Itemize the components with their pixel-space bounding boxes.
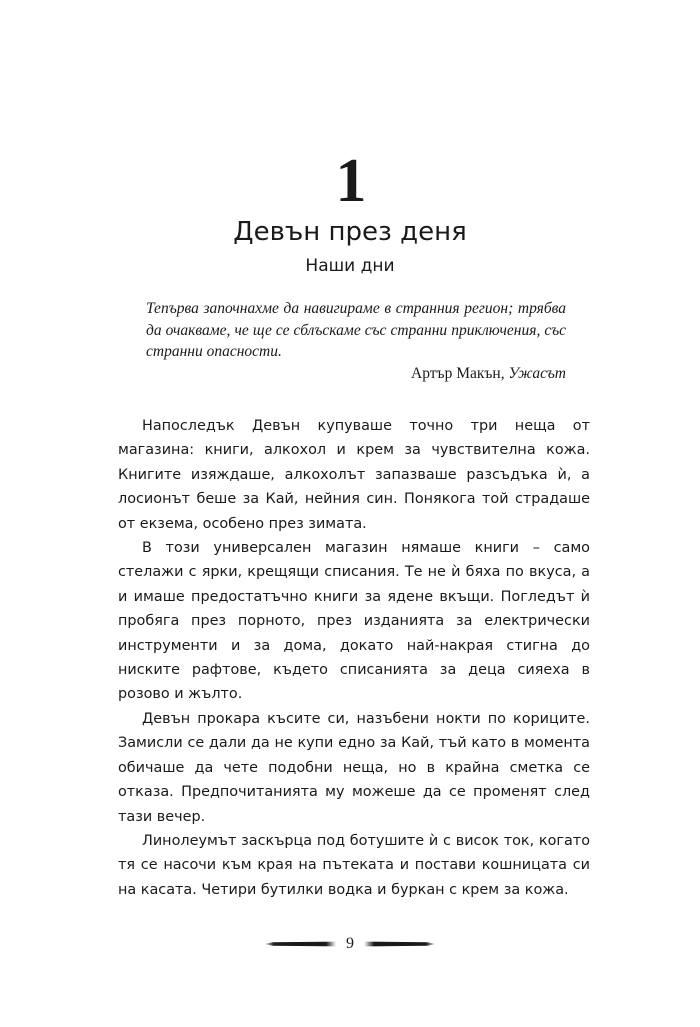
epigraph-attribution: [146, 363, 566, 385]
paragraph: В този универсален магазин нямаше книги – само стелажи с ярки, крещящи списания. Те не ѝ бяха по вкуса, а и имаше предостатъчно книги за ядене вкъщи. Погледът ѝ пробяга през порното, през изданията за електрически инструменти и за дома, докато най-накрая стигна до ниските рафтове, където списанията за деца сияеха в розово и жълто.: [118, 540, 590, 703]
epigraph-text: Тепърва започнахме да навигираме в странния регион; трябва да очакваме, че ще се сблъскаме със странни приключения, със странни опасности.: [146, 300, 566, 361]
folio: [0, 934, 700, 954]
folio-ornament-right: [364, 941, 436, 947]
paragraph: Линолеумът заскърца под ботушите ѝ с висок ток, когато тя се насочи към края на пътеката и постави кошницата си на касата. Четири бутилки водка и буркан с крем за кожа.: [118, 832, 590, 898]
paragraph: Девън прокара късите си, назъбени нокти по кориците. Замисли се дали да не купи едно за Кай, тъй като в момента обичаше да чете подобни неща, но в крайна сметка се отказа. Предпочитанията му можеше да се променят след тази вечер.: [118, 710, 590, 825]
page-number: 9: [346, 935, 354, 952]
paragraph: Напоследък Девън купуваше точно три неща от магазина: книги, алкохол и крем за чувствителна кожа. Книгите изяждаше, алкохолът запазваше разсъдъка ѝ, а лосионът беше за Кай, нейния син. Понякога той страдаше от екзема, особено през зимата.: [118, 418, 590, 532]
chapter-subtitle: Наши дни: [305, 256, 395, 276]
epigraph-author: Артър Макън,: [411, 364, 509, 382]
chapter-number: 1: [335, 147, 365, 215]
chapter-title: Девън през деня: [233, 217, 467, 247]
epigraph-work: Ужасът: [508, 364, 566, 382]
chapter-body: [118, 414, 590, 902]
epigraph: [146, 298, 566, 384]
folio-ornament-left: [264, 941, 336, 947]
